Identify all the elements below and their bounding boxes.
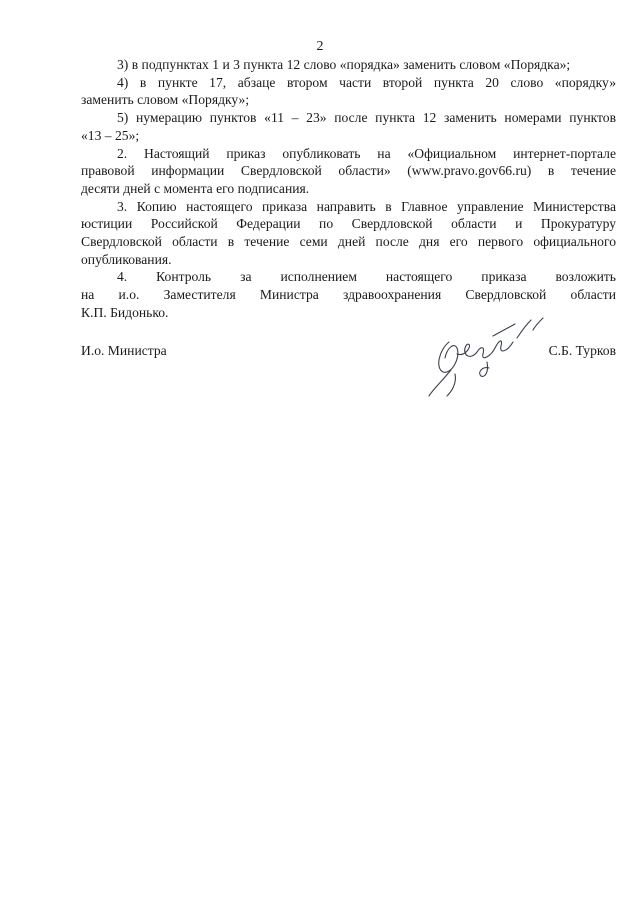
paragraph-line: опубликования. <box>81 251 172 267</box>
paragraph-line: 4. Контроль за исполнением настоящего приказа возложить <box>117 269 616 285</box>
document-body <box>81 56 616 322</box>
paragraph-line: 4) в пункте 17, абзаце втором части второй пункта 20 слово «порядку» <box>117 74 616 90</box>
paragraph-line: 5) нумерацию пунктов «11 – 23» после пункта 12 заменить номерами пунктов <box>117 110 616 126</box>
page-number: 2 <box>316 39 324 54</box>
paragraph-line: правовой информации Свердловской области» (www.pravo.gov66.ru) в течение <box>81 163 616 179</box>
paragraph-line: на и.о. Заместителя Министра здравоохранения Свердловской области <box>81 287 616 303</box>
paragraph-line: Свердловской области в течение семи дней после дня его первого официального <box>81 234 616 250</box>
signatory-name: С.Б. Турков <box>548 343 616 358</box>
paragraph-line: юстиции Российской Федерации по Свердловской области и Прокуратуру <box>81 216 616 232</box>
paragraph-line: 2. Настоящий приказ опубликовать на «Официальном интернет-портале <box>117 145 616 161</box>
paragraph-item-3 <box>81 56 616 74</box>
signature-block <box>81 340 616 380</box>
paragraph-item-4 <box>81 74 616 109</box>
paragraph-line: К.П. Бидонько. <box>81 304 169 320</box>
signatory-title: И.о. Министра <box>81 343 167 358</box>
paragraph-line: заменить словом «Порядку»; <box>81 92 250 108</box>
paragraph-copy <box>81 198 616 269</box>
paragraph-item-5 <box>81 109 616 144</box>
paragraph-line: «13 – 25»; <box>81 127 140 143</box>
paragraph-line: десяти дней с момента его подписания. <box>81 180 310 196</box>
paragraph-publish <box>81 145 616 198</box>
paragraph-line: 3) в подпунктах 1 и 3 пункта 12 слово «порядка» заменить словом «Порядка»; <box>117 57 571 72</box>
handwritten-signature-icon <box>421 312 561 402</box>
paragraph-line: 3. Копию настоящего приказа направить в Главное управление Министерства <box>117 198 616 214</box>
